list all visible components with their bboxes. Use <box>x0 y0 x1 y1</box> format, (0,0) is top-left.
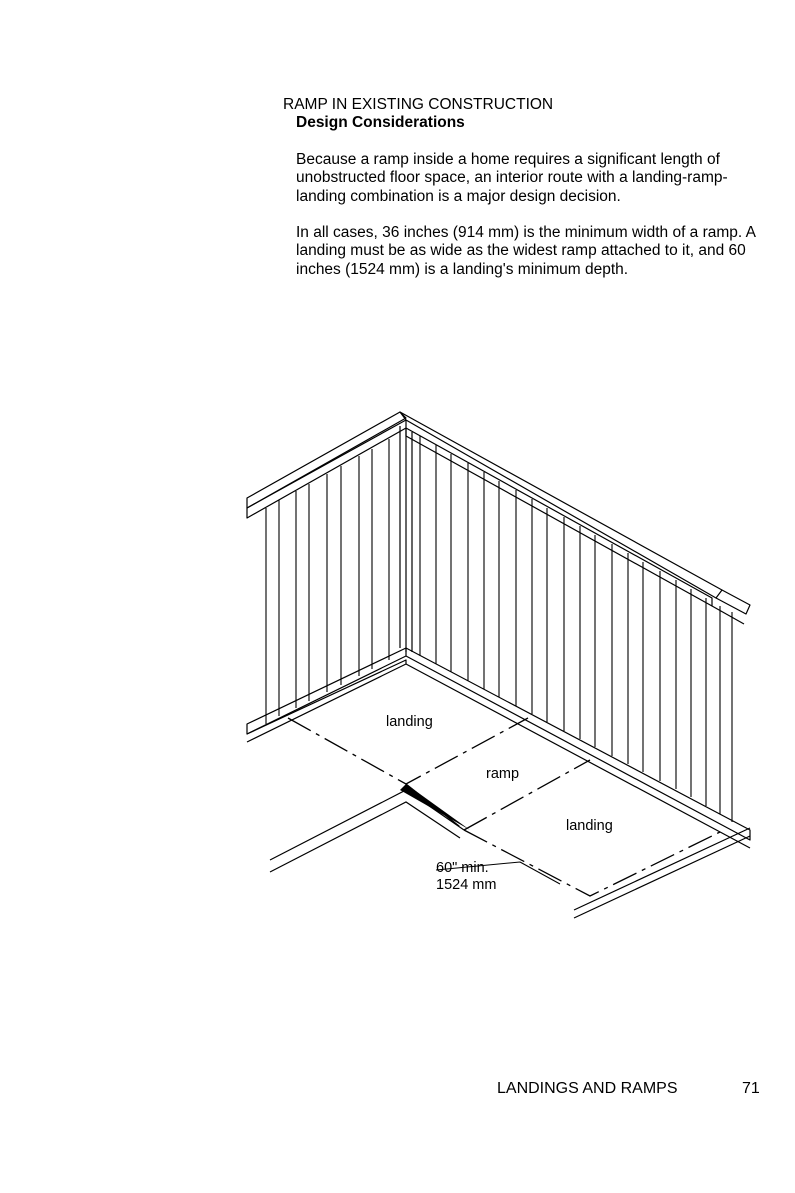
footer-section-title: LANDINGS AND RAMPS <box>497 1080 678 1097</box>
section-title: RAMP IN EXISTING CONSTRUCTION <box>283 96 554 113</box>
dimension-imperial: 60" min. <box>436 860 489 876</box>
paragraph-ramp-space: Because a ramp inside a home requires a significant length of unobstructed floor space, an interior route with a landing-ramp-landing combination is a major design decision. <box>296 150 728 205</box>
label-landing-lower: landing <box>566 818 613 834</box>
ramp-wedge-icon <box>400 784 470 830</box>
section-subtitle: Design Considerations <box>296 114 465 132</box>
dimension-metric: 1524 mm <box>436 877 497 893</box>
label-ramp: ramp <box>486 766 520 782</box>
paragraph-min-width: In all cases, 36 inches (914 mm) is the minimum width of a ramp. A landing must be as wide as the widest ramp attached to it, and 60 inches (1524 mm) is a landing's minimum depth. <box>296 224 756 278</box>
label-landing-upper: landing <box>386 714 433 730</box>
page-number: 71 <box>742 1080 760 1097</box>
